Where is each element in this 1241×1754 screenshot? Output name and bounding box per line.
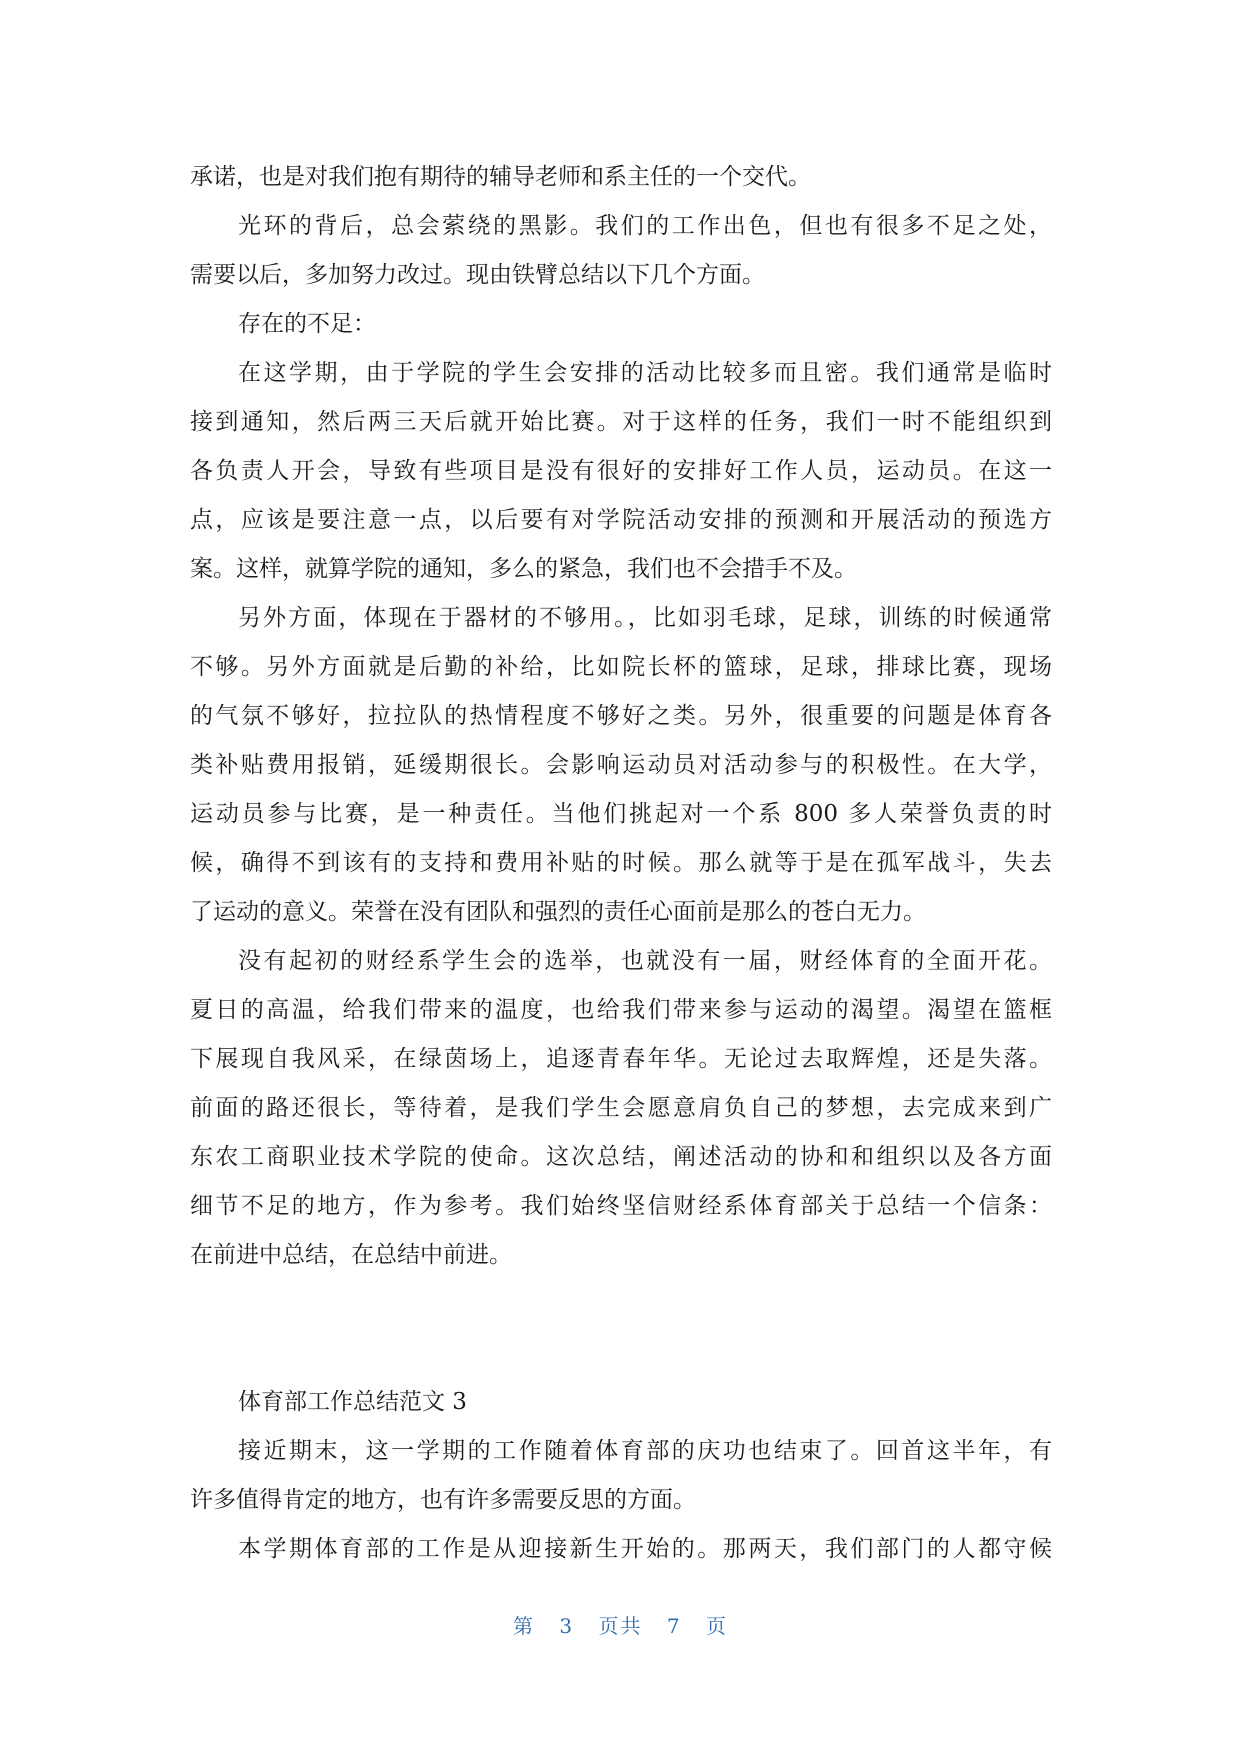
text-line: 光环的背后，总会萦绕的黑影。我们的工作出色，但也有很多不足之处，: [238, 213, 1052, 239]
footer-label-suffix: 页: [705, 1614, 728, 1638]
footer-label-prefix: 第: [513, 1614, 536, 1638]
paragraph: [190, 349, 1052, 594]
text-line: 运动员参与比赛，是一种责任。当他们挑起对一个系 800 多人荣誉负责的时: [190, 801, 1052, 827]
text-line: 接近期末，这一学期的工作随着体育部的庆功也结束了。回首这半年，有: [238, 1438, 1052, 1464]
section-title: 体育部工作总结范文 3: [238, 1389, 467, 1415]
paragraph: [190, 1525, 1052, 1574]
paragraph: [190, 153, 1052, 202]
text-line: 了运动的意义。荣誉在没有团队和强烈的责任心面前是那么的苍白无力。: [190, 899, 926, 925]
text-line: 候，确得不到该有的支持和费用补贴的时候。那么就等于是在孤军战斗，失去: [190, 850, 1052, 876]
text-line: 下展现自我风采，在绿茵场上，追逐青春年华。无论过去取辉煌，还是失落。: [190, 1046, 1052, 1072]
text-line: 细节不足的地方，作为参考。我们始终坚信财经系体育部关于总结一个信条：: [190, 1193, 1052, 1219]
text-line: 许多值得肯定的地方，也有许多需要反思的方面。: [190, 1487, 696, 1513]
text-line: 的气氛不够好，拉拉队的热情程度不够好之类。另外，很重要的问题是体育各: [190, 703, 1052, 729]
text-line: 承诺，也是对我们抱有期待的辅导老师和系主任的一个交代。: [190, 164, 811, 190]
paragraph: [190, 594, 1052, 937]
text-line: 不够。另外方面就是后勤的补给，比如院长杯的篮球，足球，排球比赛，现场: [190, 654, 1052, 680]
text-line: 类补贴费用报销，延缓期很长。会影响运动员对活动参与的积极性。在大学，: [190, 752, 1052, 778]
current-page-number: 3: [559, 1614, 575, 1638]
text-line: 没有起初的财经系学生会的选举，也就没有一届，财经体育的全面开花。: [238, 948, 1052, 974]
paragraph: [190, 1427, 1052, 1525]
text-line: 存在的不足：: [238, 311, 376, 337]
text-line: 需要以后，多加努力改过。现由铁臂总结以下几个方面。: [190, 262, 765, 288]
document-body: [190, 153, 1052, 1574]
text-line: 东农工商职业技术学院的使命。这次总结，阐述活动的协和和组织以及各方面: [190, 1144, 1052, 1170]
footer-label-mid: 页共: [598, 1614, 643, 1638]
paragraph: [190, 937, 1052, 1280]
paragraph: [190, 202, 1052, 300]
section-spacer: [190, 1280, 1052, 1378]
text-line: 夏日的高温，给我们带来的温度，也给我们带来参与运动的渴望。渴望在篮框: [190, 997, 1052, 1023]
text-line: 前面的路还很长，等待着，是我们学生会愿意肩负自己的梦想，去完成来到广: [190, 1095, 1052, 1121]
text-line: 在前进中总结，在总结中前进。: [190, 1242, 512, 1268]
text-line: 点，应该是要注意一点，以后要有对学院活动安排的预测和开展活动的预选方: [190, 507, 1052, 533]
text-line: 接到通知，然后两三天后就开始比赛。对于这样的任务，我们一时不能组织到: [190, 409, 1052, 435]
total-pages-number: 7: [666, 1614, 682, 1638]
text-line: 另外方面，体现在于器材的不够用。，比如羽毛球，足球，训练的时候通常: [238, 605, 1052, 631]
text-line: 在这学期，由于学院的学生会安排的活动比较多而且密。我们通常是临时: [238, 360, 1052, 386]
page-footer: [0, 1610, 1241, 1639]
text-line: 各负责人开会，导致有些项目是没有很好的安排好工作人员，运动员。在这一: [190, 458, 1052, 484]
text-line: 本学期体育部的工作是从迎接新生开始的。那两天，我们部门的人都守候: [238, 1536, 1052, 1562]
paragraph: [190, 300, 1052, 349]
text-line: 案。这样，就算学院的通知，多么的紧急，我们也不会措手不及。: [190, 556, 857, 582]
